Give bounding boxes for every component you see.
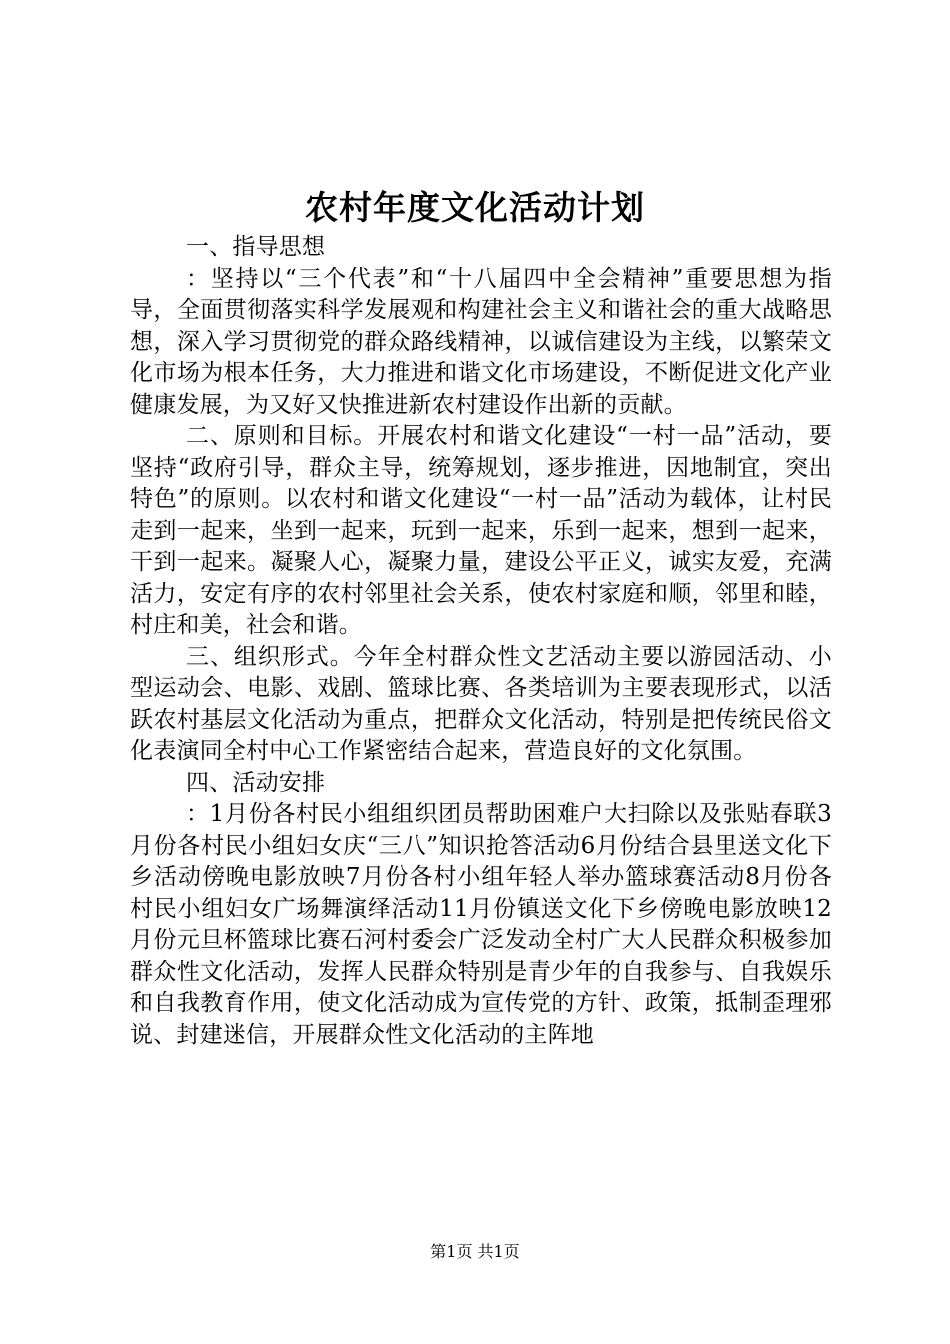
- paragraph-guiding-ideology: ：坚持以“三个代表”和“十八届四中全会精神”重要思想为指导，全面贯彻落实科学发展观和构建社会主义和谐社会的重大战略思想，深入学习贯彻党的群众路线精神，以诚信建设为主线，以繁荣文化市场为根本任务，大力推进和谐文化市场建设，不断促进文化产业健康发展，为又好又快推进新农村建设作出新的贡献。: [130, 265, 832, 418]
- section-heading-activity-schedule: 四、活动安排: [186, 769, 326, 796]
- page-number-footer: 第1页 共1页: [430, 1242, 520, 1261]
- document-body: [130, 232, 832, 1051]
- document-title: 农村年度文化活动计划: [305, 188, 645, 227]
- section-heading-guiding-ideology: 一、指导思想: [186, 234, 326, 260]
- paragraph-principles-goals: 二、原则和目标。开展农村和谐文化建设“一村一品”活动，要坚持“政府引导，群众主导，统筹规划，逐步推进，因地制宜，突出特色”的原则。以农村和谐文化建设“一村一品”活动为载体，让村民走到一起来，坐到一起来，玩到一起来，乐到一起来，想到一起来，干到一起来。凝聚人心，凝聚力量，建设公平正义，诚实友爱，充满活力，安定有序的农村邻里社会关系，使农村家庭和顺，邻里和睦，村庄和美，社会和谐。: [130, 423, 832, 638]
- paragraph-organization-form: 三、组织形式。今年全村群众性文艺活动主要以游园活动、小型运动会、电影、戏剧、篮球比赛、各类培训为主要表现形式，以活跃农村基层文化活动为重点，把群众文化活动，特别是把传统民俗文化表演同全村中心工作紧密结合起来，营造良好的文化氛围。: [130, 643, 832, 764]
- paragraph-activity-schedule: ：1月份各村民小组组织团员帮助困难户大扫除以及张贴春联3月份各村民小组妇女庆“三八”知识抢答活动6月份结合县里送文化下乡活动傍晚电影放映7月份各村小组年轻人举办篮球赛活动8月份各村民小组妇女广场舞演绎活动11月份镇送文化下乡傍晚电影放映12月份元旦杯篮球比赛石河村委会广泛发动全村广大人民群众积极参加群众性文化活动，发挥人民群众特别是青少年的自我参与、自我娱乐和自我教育作用，使文化活动成为宣传党的方针、政策，抵制歪理邪说、封建迷信，开展群众性文化活动的主阵地: [130, 801, 832, 1048]
